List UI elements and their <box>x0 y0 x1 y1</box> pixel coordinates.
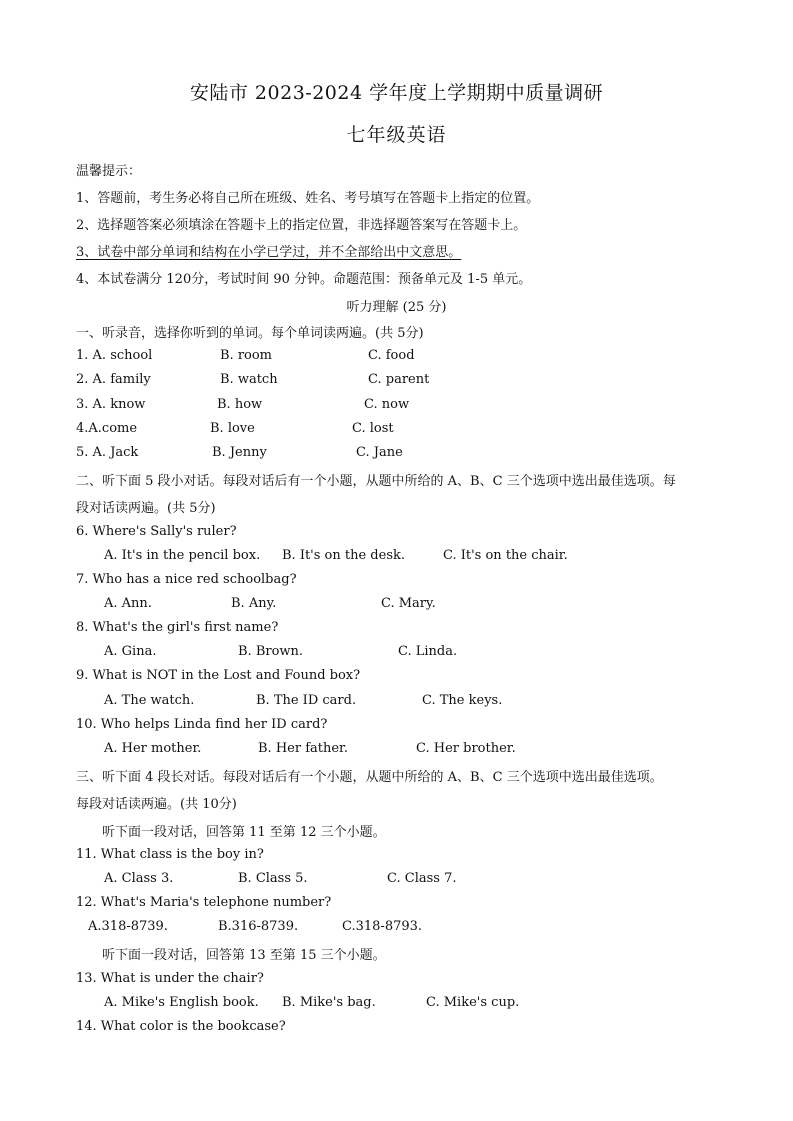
q1-option-a: 1. A. school <box>76 348 153 363</box>
q8-option-c: C. Linda. <box>398 644 458 659</box>
q10-option-c: C. Her brother. <box>416 741 516 756</box>
q12-option-c: C.318-8793. <box>342 919 423 934</box>
note-item: 4、本试卷满分 120分，考试时间 90 分钟。命题范围：预备单元及 1-5 单元。 <box>76 272 532 287</box>
exam-subtitle: 七年级英语 <box>346 124 447 146</box>
q7-question: 7. Who has a nice red schoolbag? <box>76 572 297 587</box>
q11-option-b: B. Class 5. <box>238 871 308 886</box>
note-item: 2、选择题答案必须填涂在答题卡上的指定位置，非选择题答案写在答题卡上。 <box>76 218 527 233</box>
part3-sub-instruction: 听下面一段对话，回答第 13 至第 15 三个小题。 <box>102 948 386 963</box>
q11-option-c: C. Class 7. <box>387 871 457 886</box>
part3-instruction: 三、听下面 4 段长对话。每段对话后有一个小题，从题中所给的 A、B、C 三个选项中选出最佳选项。 <box>76 770 663 785</box>
notes-heading: 温馨提示： <box>76 164 142 179</box>
q5-option-b: B. Jenny <box>212 445 267 460</box>
q6-option-a: A. It's in the pencil box. <box>104 548 261 563</box>
q8-option-b: B. Brown. <box>238 644 304 659</box>
q13-option-c: C. Mike's cup. <box>426 995 520 1010</box>
q9-question: 9. What is NOT in the Lost and Found box? <box>76 668 361 683</box>
q8-option-a: A. Gina. <box>104 644 157 659</box>
q5-option-c: C. Jane <box>356 445 403 460</box>
q11-question: 11. What class is the boy in? <box>76 847 264 862</box>
q1-option-c: C. food <box>368 348 415 363</box>
q10-option-a: A. Her mother. <box>104 741 202 756</box>
q13-question: 13. What is under the chair? <box>76 971 264 986</box>
part2-instruction: 二、听下面 5 段小对话。每段对话后有一个小题，从题中所给的 A、B、C 三个选项中选出最佳选项。每 <box>76 474 676 489</box>
exam-title: 安陆市 2023-2024 学年度上学期期中质量调研 <box>189 82 604 104</box>
listening-heading: 听力理解 (25 分) <box>346 300 447 315</box>
q4-option-b: B. love <box>210 421 255 436</box>
q6-question: 6. Where's Sally's ruler? <box>76 524 237 539</box>
part3-instruction-cont: 每段对话读两遍。(共 10分) <box>76 797 237 812</box>
q13-option-a: A. Mike's English book. <box>104 995 259 1010</box>
q12-option-a: A.318-8739. <box>88 919 168 934</box>
q9-option-b: B. The ID card. <box>256 693 357 708</box>
q5-option-a: 5. A. Jack <box>76 445 139 460</box>
q7-option-b: B. Any. <box>231 596 277 611</box>
q10-question: 10. Who helps Linda find her ID card? <box>76 717 328 732</box>
q2-option-c: C. parent <box>368 372 430 387</box>
q14-question: 14. What color is the bookcase? <box>76 1019 286 1034</box>
part3-sub-instruction: 听下面一段对话，回答第 11 至第 12 三个小题。 <box>102 825 386 840</box>
note-item: 3、试卷中部分单词和结构在小学已学过，并不全部给出中文意思。 <box>76 245 462 260</box>
q3-option-b: B. how <box>217 397 263 412</box>
q2-option-b: B. watch <box>220 372 278 387</box>
q7-option-c: C. Mary. <box>381 596 436 611</box>
q1-option-b: B. room <box>220 348 273 363</box>
q8-question: 8. What's the girl's first name? <box>76 620 279 635</box>
q3-option-a: 3. A. know <box>76 397 146 412</box>
q4-option-c: C. lost <box>352 421 394 436</box>
q6-option-b: B. It's on the desk. <box>282 548 406 563</box>
note-item: 1、答题前，考生务必将自己所在班级、姓名、考号填写在答题卡上指定的位置。 <box>76 191 540 206</box>
q10-option-b: B. Her father. <box>258 741 348 756</box>
q11-option-a: A. Class 3. <box>104 871 174 886</box>
q9-option-a: A. The watch. <box>104 693 195 708</box>
part2-instruction-cont: 段对话读两遍。(共 5分) <box>76 501 216 516</box>
q4-option-a: 4.A.come <box>76 421 138 436</box>
part1-instruction: 一、听录音，选择你听到的单词。每个单词读两遍。(共 5分) <box>76 326 424 341</box>
q12-question: 12. What's Maria's telephone number? <box>76 895 332 910</box>
q7-option-a: A. Ann. <box>104 596 152 611</box>
q2-option-a: 2. A. family <box>76 372 151 387</box>
q9-option-c: C. The keys. <box>422 693 503 708</box>
q12-option-b: B.316-8739. <box>218 919 299 934</box>
q13-option-b: B. Mike's bag. <box>282 995 376 1010</box>
q3-option-c: C. now <box>364 397 410 412</box>
q6-option-c: C. It's on the chair. <box>443 548 568 563</box>
